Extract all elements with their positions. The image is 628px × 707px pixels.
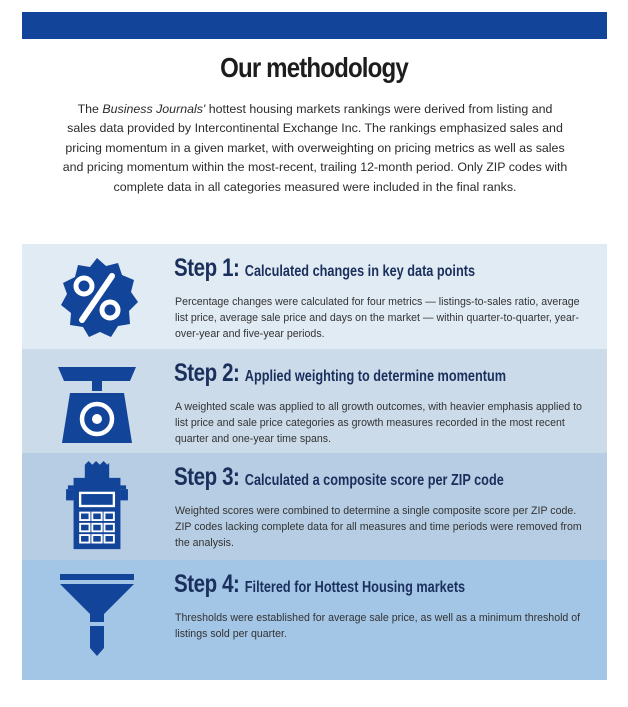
step-1-heading [174,254,475,283]
step-2-title: Applied weighting to determine momentum [244,368,507,385]
intro-paragraph [62,100,568,197]
step-3-section [22,453,607,560]
step-1-title: Calculated changes in key data points [244,263,476,280]
calculator-icon [52,461,142,551]
step-4-heading [174,570,465,599]
intro-text-start: The [77,102,103,116]
step-2-heading [174,359,506,388]
step-1-section [22,244,607,349]
page-title: Our methodology [220,52,408,83]
step-3-number: Step 3: [174,463,240,491]
step-4-description: Thresholds were established for average sale price, as well as a minimum threshold of listings sold per quarter. [175,612,581,640]
step-2-number: Step 2: [174,359,240,387]
step-1-description: Percentage changes were calculated for four metrics — listings-to-sales ratio, average list price, average sale price and days on the market — within quarter-to-quarter, year-over-year and five-year periods. [175,296,580,340]
step-3-title: Calculated a composite score per ZIP code [244,472,504,489]
step-4-section [22,560,607,680]
publication-name: Business Journals' [102,102,206,116]
step-1-number: Step 1: [174,254,240,282]
intro-text-body: hottest housing markets rankings were derived from listing and sales data provided by Intercontinental Exchange Inc. The rankings emphasized sales and pricing momentum in a given market, with overweighting on pricing metrics as well as sales and pricing momentum within the most-recent, trailing 12-month period. Only ZIP codes with complete data in all categories measured were included in the final ranks. [62,102,568,194]
top-banner-bar [22,12,607,39]
percent-badge-icon [52,252,142,342]
step-2-section [22,349,607,453]
funnel-icon [52,570,142,660]
step-4-number: Step 4: [174,570,240,598]
step-3-heading [174,463,504,492]
step-3-description: Weighted scores were combined to determine a single composite score per ZIP code. ZIP codes lacking complete data for all measures and time periods were removed from the analysis. [175,505,582,549]
step-4-title: Filtered for Hottest Housing markets [244,579,466,596]
step-2-description: A weighted scale was applied to all growth outcomes, with heavier emphasis applied to list price and sale price categories as growth measures recorded in the most recent quarter and one-year time spans. [175,401,582,445]
scale-icon [52,357,142,447]
